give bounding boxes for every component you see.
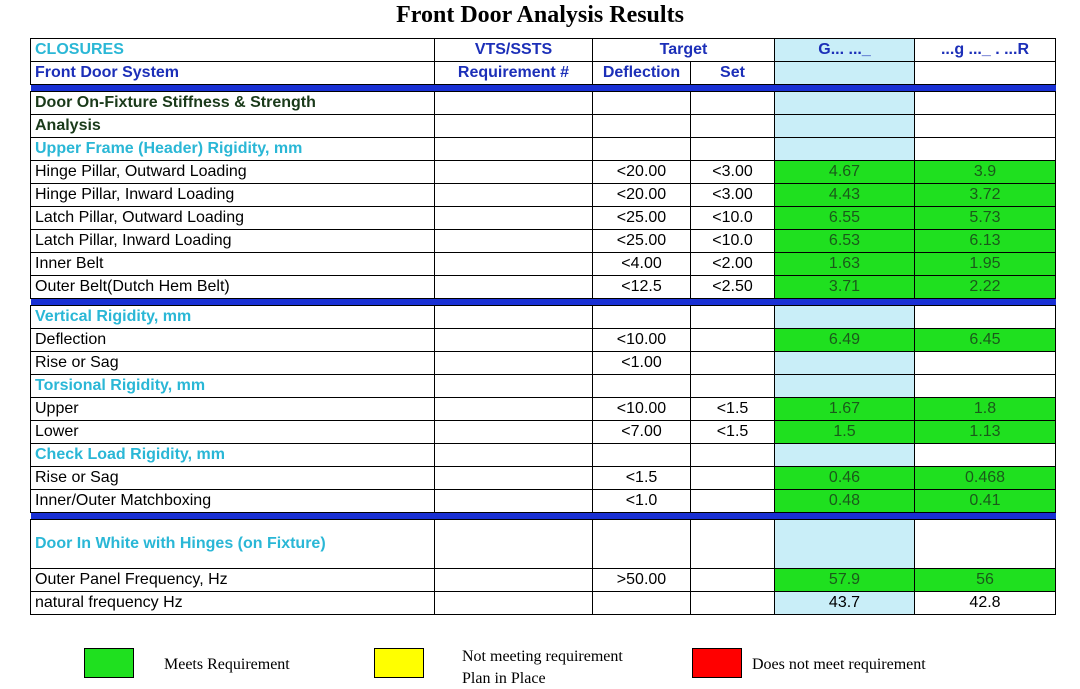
result-b: 0.468 xyxy=(915,467,1056,490)
legend-plan-label: Plan in Place xyxy=(462,670,546,687)
set-target: <3.00 xyxy=(691,184,775,207)
result-a: 6.53 xyxy=(775,230,915,253)
divider-bar xyxy=(31,85,1056,92)
result-b: 6.13 xyxy=(915,230,1056,253)
requirement-cell xyxy=(435,467,593,490)
result-a: 6.55 xyxy=(775,207,915,230)
result-a: 4.43 xyxy=(775,184,915,207)
deflection-target: <4.00 xyxy=(593,253,691,276)
result-b: 1.8 xyxy=(915,398,1056,421)
result-b: 3.72 xyxy=(915,184,1056,207)
divider-bar xyxy=(31,513,1056,520)
set-target xyxy=(691,569,775,592)
result-b: 6.45 xyxy=(915,329,1056,352)
metric-name: Latch Pillar, Outward Loading xyxy=(31,207,435,230)
requirement-cell xyxy=(435,421,593,444)
result-b: 2.22 xyxy=(915,276,1056,299)
metric-name: Inner Belt xyxy=(31,253,435,276)
table-row xyxy=(31,490,1056,513)
legend-does-not-label: Does not meet requirement xyxy=(752,656,926,673)
section-row xyxy=(31,306,1056,329)
door-stiffness-heading: Door On-Fixture Stiffness & Strength xyxy=(31,92,435,115)
set-target: <1.5 xyxy=(691,421,775,444)
results-table xyxy=(30,38,1056,615)
section-row xyxy=(31,520,1056,569)
torsional-heading: Torsional Rigidity, mm xyxy=(31,375,435,398)
table-row xyxy=(31,253,1056,276)
legend-red-swatch xyxy=(692,648,742,678)
col-a-header: G... ..._ xyxy=(775,39,915,62)
set-target: <2.00 xyxy=(691,253,775,276)
result-a: 57.9 xyxy=(775,569,915,592)
result-b: 3.9 xyxy=(915,161,1056,184)
col-b-header: ...g ..._ . ...R xyxy=(915,39,1056,62)
table-row xyxy=(31,230,1056,253)
set-target: <2.50 xyxy=(691,276,775,299)
requirement-cell xyxy=(435,592,593,615)
legend-yellow-swatch xyxy=(374,648,424,678)
requirement-cell xyxy=(435,569,593,592)
header-row-1 xyxy=(31,39,1056,62)
set-target xyxy=(691,352,775,375)
set-target: <10.0 xyxy=(691,207,775,230)
deflection-target: <20.00 xyxy=(593,184,691,207)
metric-name: Latch Pillar, Inward Loading xyxy=(31,230,435,253)
metric-name: Deflection xyxy=(31,329,435,352)
requirement-header: Requirement # xyxy=(435,62,593,85)
result-a: 3.71 xyxy=(775,276,915,299)
diw-heading: Door In White with Hinges (on Fixture) xyxy=(31,520,435,569)
table-row xyxy=(31,467,1056,490)
result-a: 6.49 xyxy=(775,329,915,352)
col-b-subheader xyxy=(915,62,1056,85)
deflection-target: <7.00 xyxy=(593,421,691,444)
metric-name: Outer Panel Frequency, Hz xyxy=(31,569,435,592)
requirement-cell xyxy=(435,207,593,230)
set-target xyxy=(691,592,775,615)
result-b: 1.95 xyxy=(915,253,1056,276)
metric-name: Rise or Sag xyxy=(31,467,435,490)
metric-name: Upper xyxy=(31,398,435,421)
deflection-target: <1.0 xyxy=(593,490,691,513)
set-target: <1.5 xyxy=(691,398,775,421)
section-row xyxy=(31,115,1056,138)
system-header: Front Door System xyxy=(31,62,435,85)
result-a: 1.63 xyxy=(775,253,915,276)
requirement-cell xyxy=(435,398,593,421)
set-header: Set xyxy=(691,62,775,85)
legend-not-meeting-label: Not meeting requirement xyxy=(462,648,623,665)
result-b: 5.73 xyxy=(915,207,1056,230)
table-row xyxy=(31,569,1056,592)
upper-frame-heading: Upper Frame (Header) Rigidity, mm xyxy=(31,138,435,161)
requirement-cell xyxy=(435,352,593,375)
deflection-target xyxy=(593,592,691,615)
deflection-target: <1.00 xyxy=(593,352,691,375)
table-row xyxy=(31,421,1056,444)
divider-bar xyxy=(31,299,1056,306)
check-load-heading: Check Load Rigidity, mm xyxy=(31,444,435,467)
header-row-2 xyxy=(31,62,1056,85)
deflection-target: <10.00 xyxy=(593,398,691,421)
metric-name: Hinge Pillar, Inward Loading xyxy=(31,184,435,207)
requirement-cell xyxy=(435,230,593,253)
result-a: 4.67 xyxy=(775,161,915,184)
deflection-target: >50.00 xyxy=(593,569,691,592)
closures-header: CLOSURES xyxy=(31,39,435,62)
vertical-heading: Vertical Rigidity, mm xyxy=(31,306,435,329)
deflection-target: <20.00 xyxy=(593,161,691,184)
table-row xyxy=(31,329,1056,352)
metric-name: Inner/Outer Matchboxing xyxy=(31,490,435,513)
result-b: 42.8 xyxy=(915,592,1056,615)
section-row xyxy=(31,92,1056,115)
metric-name: Hinge Pillar, Outward Loading xyxy=(31,161,435,184)
table-row xyxy=(31,592,1056,615)
col-a-subheader xyxy=(775,62,915,85)
requirement-cell xyxy=(435,184,593,207)
requirement-cell xyxy=(435,253,593,276)
legend-green-swatch xyxy=(84,648,134,678)
metric-name: Rise or Sag xyxy=(31,352,435,375)
table-row xyxy=(31,352,1056,375)
legend-meets-label: Meets Requirement xyxy=(164,656,290,673)
result-b: 56 xyxy=(915,569,1056,592)
page-title: Front Door Analysis Results xyxy=(396,2,684,28)
table-row xyxy=(31,184,1056,207)
result-b xyxy=(915,352,1056,375)
set-target xyxy=(691,329,775,352)
target-header: Target xyxy=(593,39,775,62)
set-target xyxy=(691,490,775,513)
requirement-cell xyxy=(435,490,593,513)
deflection-target: <1.5 xyxy=(593,467,691,490)
metric-name: Lower xyxy=(31,421,435,444)
metric-name: natural frequency Hz xyxy=(31,592,435,615)
set-target xyxy=(691,467,775,490)
table-row xyxy=(31,398,1056,421)
table-row xyxy=(31,276,1056,299)
deflection-target: <12.5 xyxy=(593,276,691,299)
deflection-target: <25.00 xyxy=(593,230,691,253)
door-stiffness-heading-cont: Analysis xyxy=(31,115,435,138)
section-row xyxy=(31,444,1056,467)
requirement-cell xyxy=(435,329,593,352)
result-a xyxy=(775,352,915,375)
metric-name: Outer Belt(Dutch Hem Belt) xyxy=(31,276,435,299)
result-b: 1.13 xyxy=(915,421,1056,444)
requirement-cell xyxy=(435,276,593,299)
result-b: 0.41 xyxy=(915,490,1056,513)
deflection-target: <25.00 xyxy=(593,207,691,230)
table-row xyxy=(31,207,1056,230)
result-a: 1.67 xyxy=(775,398,915,421)
set-target: <3.00 xyxy=(691,161,775,184)
requirement-cell xyxy=(435,161,593,184)
section-row xyxy=(31,375,1056,398)
table-row xyxy=(31,161,1056,184)
result-a: 0.46 xyxy=(775,467,915,490)
result-a: 43.7 xyxy=(775,592,915,615)
deflection-target: <10.00 xyxy=(593,329,691,352)
section-row xyxy=(31,138,1056,161)
result-a: 0.48 xyxy=(775,490,915,513)
set-target: <10.0 xyxy=(691,230,775,253)
result-a: 1.5 xyxy=(775,421,915,444)
vts-header: VTS/SSTS xyxy=(435,39,593,62)
deflection-header: Deflection xyxy=(593,62,691,85)
